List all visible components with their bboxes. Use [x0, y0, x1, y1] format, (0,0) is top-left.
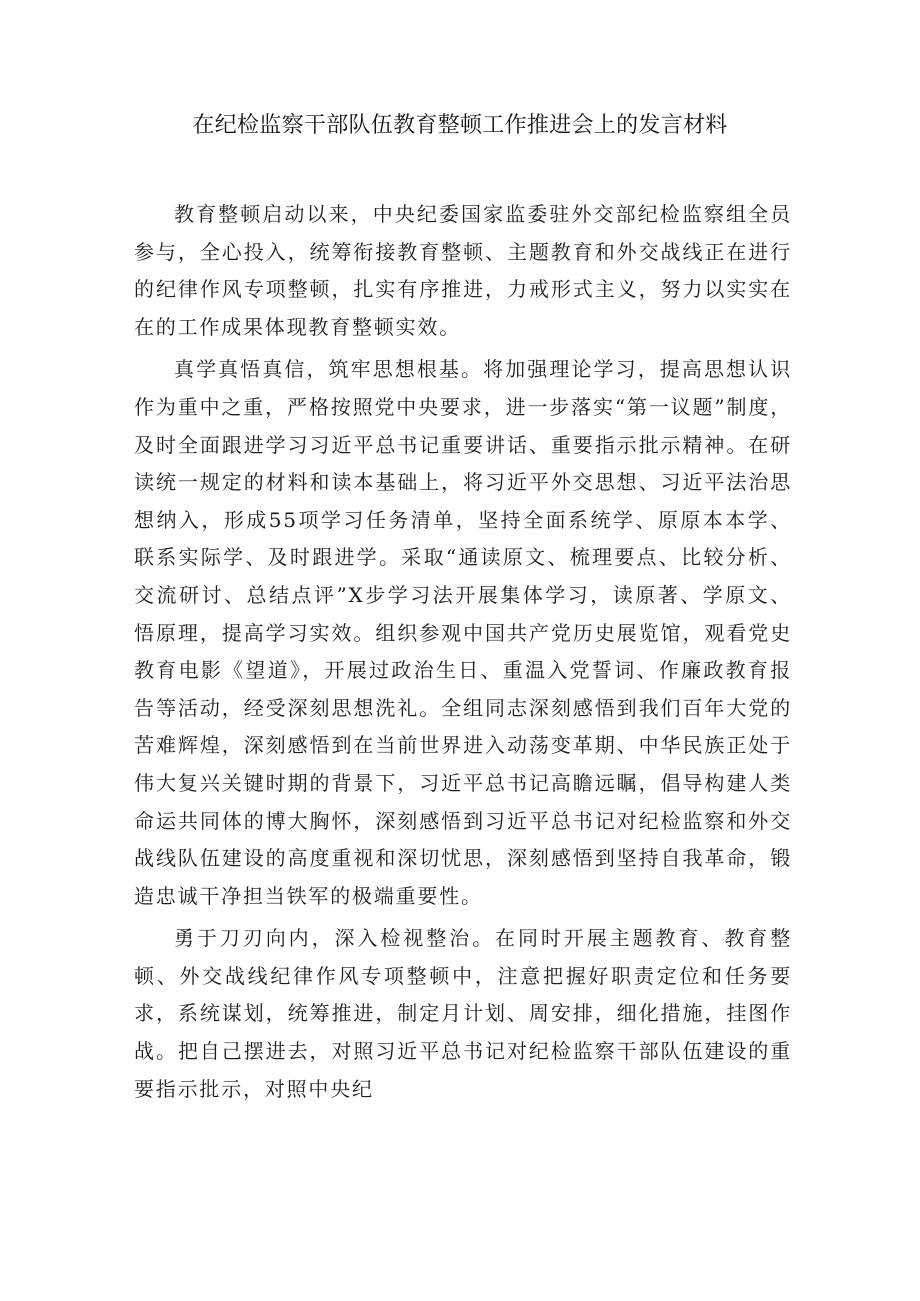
document-title: 在纪检监察干部队伍教育整顿工作推进会上的发言材料: [192, 113, 728, 138]
paragraph-theory-study: 真学真悟真信，筑牢思想根基。将加强理论学习，提高思想认识作为重中之重，严格按照党中央要求，进一步落实“第一议题”制度，及时全面跟进学习习近平总书记重要讲话、重要指示批示精神。在研读统一规定的材料和读本基础上，将习近平外交思想、习近平法治思想纳入，形成55项学习任务清单，坚持全面系统学、原原本本学、联系实际学、及时跟进学。采取“通读原文、梳理要点、比较分析、交流研讨、总结点评”X步学习法开展集体学习，读原著、学原文、悟原理，提高学习实效。组织参观中国共产党历史展览馆，观看党史教育电影《望道》，开展过政治生日、重温入党誓词、作廉政教育报告等活动，经受深刻思想洗礼。全组同志深刻感悟到我们百年大党的苦难辉煌，深刻感悟到在当前世界进入动荡变革期、中华民族正处于伟大复兴关键时期的背景下，习近平总书记高瞻远瞩，倡导构建人类命运共同体的博大胸怀，深刻感悟到习近平总书记对纪检监察和外交战线队伍建设的高度重视和深切忧思，深刻感悟到坚持自我革命，锻造忠诚干净担当铁军的极端重要性。: [134, 357, 792, 908]
document-body: [134, 196, 792, 1108]
paragraph-intro: 教育整顿启动以来，中央纪委国家监委驻外交部纪检监察组全员参与，全心投入，统筹衔接教育整顿、主题教育和外交战线正在进行的纪律作风专项整顿，扎实有序推进，力戒形式主义，努力以实实在在的工作成果体现教育整顿实效。: [134, 202, 792, 339]
paragraph-self-inspection: 勇于刀刃向内，深入检视整治。在同时开展主题教育、教育整顿、外交战线纪律作风专项整顿中，注意把握好职责定位和任务要求，系统谋划，统筹推进，制定月计划、周安排，细化措施，挂图作战。把自己摆进去，对照习近平总书记对纪检监察干部队伍建设的重要指示批示，对照中央纪: [134, 926, 792, 1101]
